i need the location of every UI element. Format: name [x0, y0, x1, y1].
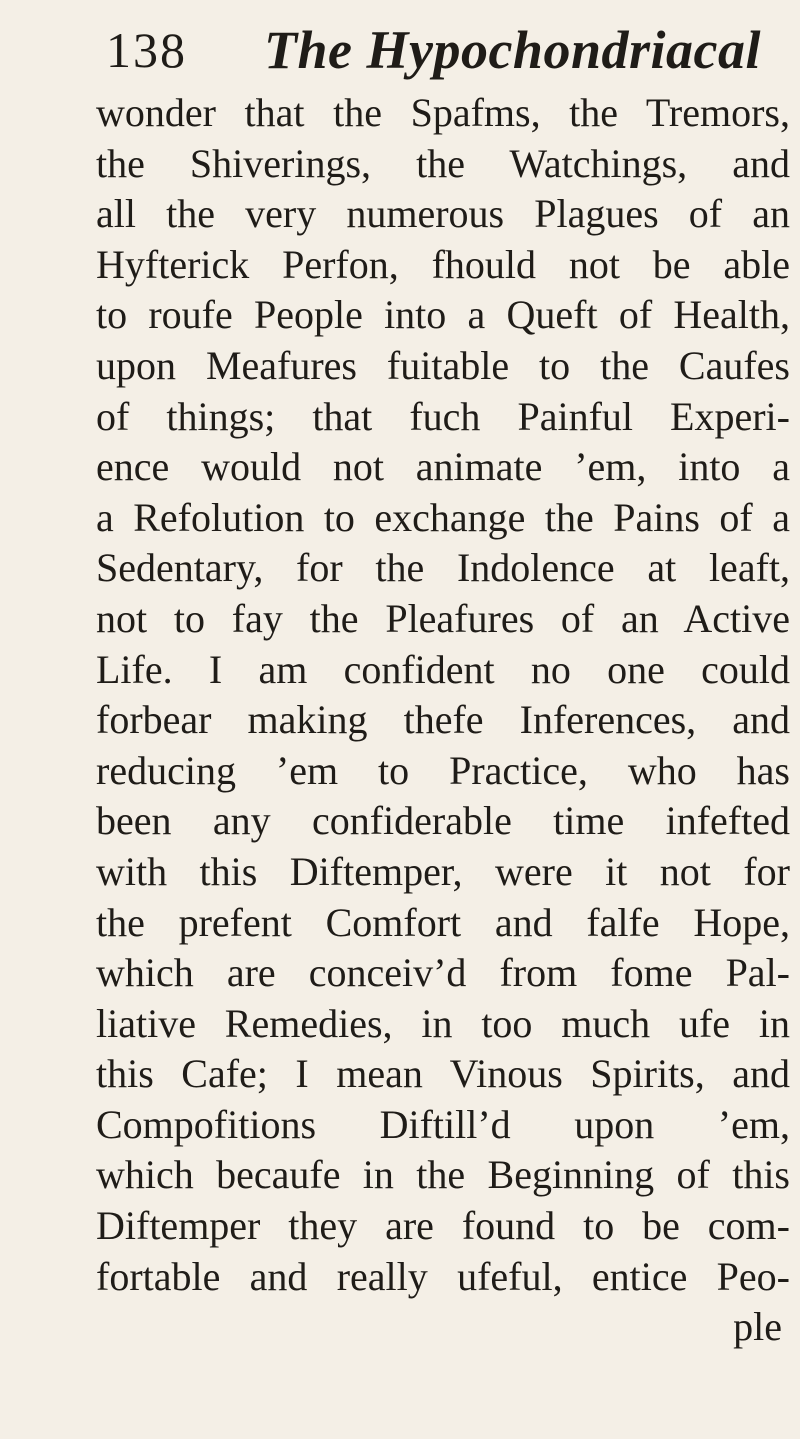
body-text — [96, 88, 790, 1353]
text-line: upon Meafures fuitable to the Caufes — [96, 342, 790, 388]
text-line: the Shiverings, the Watchings, and — [96, 140, 790, 186]
text-line: a Refolution to exchange the Pains of a — [96, 494, 790, 540]
text-line: of things; that fuch Painful Experi- — [96, 393, 790, 439]
text-line: been any confiderable time infefted — [96, 798, 790, 844]
text-line: which are conceiv’d from fome Pal- — [96, 950, 790, 996]
text-line: reducing ’em to Practice, who has — [96, 747, 790, 793]
text-line: this Cafe; I mean Vinous Spirits, and — [96, 1051, 790, 1097]
text-line: wonder that the Spafms, the Tremors, — [96, 90, 790, 135]
text-line: Hyfterick Perfon, fhould not be able — [96, 241, 790, 287]
text-line: Life. I am confident no one could — [96, 646, 790, 692]
text-line: which becaufe in the Beginning of this — [96, 1152, 790, 1198]
text-line: Sedentary, for the Indolence at leaft, — [96, 545, 790, 591]
text-line: to roufe People into a Queft of Health, — [96, 292, 790, 338]
text-line: Compofitions Diftill’d upon ’em, — [96, 1101, 790, 1147]
text-line: fortable and really ufeful, entice Peo- — [96, 1253, 790, 1299]
text-line: liative Remedies, in too much ufe in — [96, 1000, 790, 1046]
text-line: forbear making thefe Inferences, and — [96, 697, 790, 743]
text-line: not to fay the Pleafures of an Active — [96, 595, 790, 641]
text-line: with this Diftemper, were it not for — [96, 848, 790, 894]
text-line: the prefent Comfort and falfe Hope, — [96, 899, 790, 945]
text-line: ence would not animate ’em, into a — [96, 444, 790, 490]
text-line: Diftemper they are found to be com- — [96, 1203, 790, 1249]
text-line: all the very numerous Plagues of an — [96, 191, 790, 237]
catchword: ple — [733, 1304, 782, 1350]
running-title: The Hypochondriacal — [264, 20, 761, 80]
page-number: 138 — [106, 22, 187, 78]
running-head — [106, 10, 770, 90]
